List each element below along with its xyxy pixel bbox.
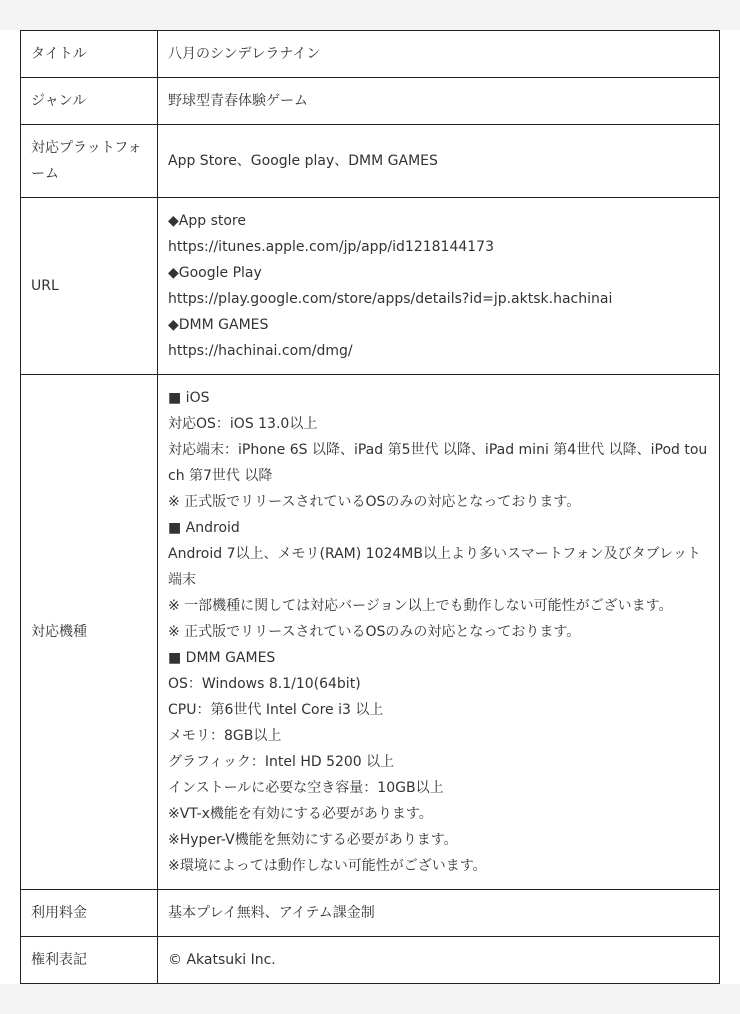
row-label: URL [21,198,158,375]
row-value [158,78,720,125]
value-line: ※ 正式版でリリースされているOSのみの対応となっております。 [168,494,581,510]
table-row [21,78,720,125]
table-row [21,198,720,375]
value-line: ◆DMM GAMES [168,317,269,333]
row-value [158,125,720,198]
value-line: App Store、Google play、DMM GAMES [168,153,438,169]
value-line: OS：Windows 8.1/10(64bit) [168,676,361,692]
row-value [158,31,720,78]
row-label: タイトル [21,31,158,78]
value-line: 基本プレイ無料、アイテム課金制 [168,905,375,921]
table-row [21,890,720,937]
row-label: 対応プラットフォーム [21,125,158,198]
value-line: インストールに必要な空き容量：10GB以上 [168,780,444,796]
page-body [0,30,740,984]
table-row [21,125,720,198]
value-line: ※環境によっては動作しない可能性がございます。 [168,858,487,874]
value-line: ■ DMM GAMES [168,650,276,666]
value-line: 対応端末：iPhone 6S 以降、iPad 第5世代 以降、iPad mini 第4世代 以降、iPod touch 第7世代 以降 [168,442,708,484]
value-line: ※VT-x機能を有効にする必要があります。 [168,806,433,822]
value-line: ※Hyper-V機能を無効にする必要があります。 [168,832,458,848]
url-link[interactable]: https://hachinai.com/dmg/ [168,343,353,359]
game-info-table [20,30,720,984]
value-line: © Akatsuki Inc. [168,952,276,968]
value-line: 八月のシンデレラナイン [168,46,321,62]
game-info-table-body [21,31,720,984]
row-label: 権利表記 [21,937,158,984]
value-line: 対応OS：iOS 13.0以上 [168,416,318,432]
value-line: ■ Android [168,520,240,536]
url-link[interactable]: https://play.google.com/store/apps/details?id=jp.aktsk.hachinai [168,291,613,307]
table-row [21,31,720,78]
value-line: メモリ：8GB以上 [168,728,282,744]
value-line: Android 7以上、メモリ(RAM) 1024MB以上より多いスマートフォン及びタブレット端末 [168,546,701,588]
row-value [158,375,720,890]
row-label: 利用料金 [21,890,158,937]
table-row [21,937,720,984]
row-label: 対応機種 [21,375,158,890]
value-line: ■ iOS [168,390,210,406]
row-value [158,937,720,984]
url-link[interactable]: https://itunes.apple.com/jp/app/id1218144173 [168,239,494,255]
value-line: ◆App store [168,213,246,229]
value-line: ※ 正式版でリリースされているOSのみの対応となっております。 [168,624,581,640]
value-line: CPU：第6世代 Intel Core i3 以上 [168,702,384,718]
row-value [158,890,720,937]
row-label: ジャンル [21,78,158,125]
value-line: ◆Google Play [168,265,262,281]
value-line: グラフィック：Intel HD 5200 以上 [168,754,395,770]
value-line: ※ 一部機種に関しては対応バージョン以上でも動作しない可能性がございます。 [168,598,673,614]
value-line: 野球型青春体験ゲーム [168,93,308,109]
row-value [158,198,720,375]
table-row [21,375,720,890]
